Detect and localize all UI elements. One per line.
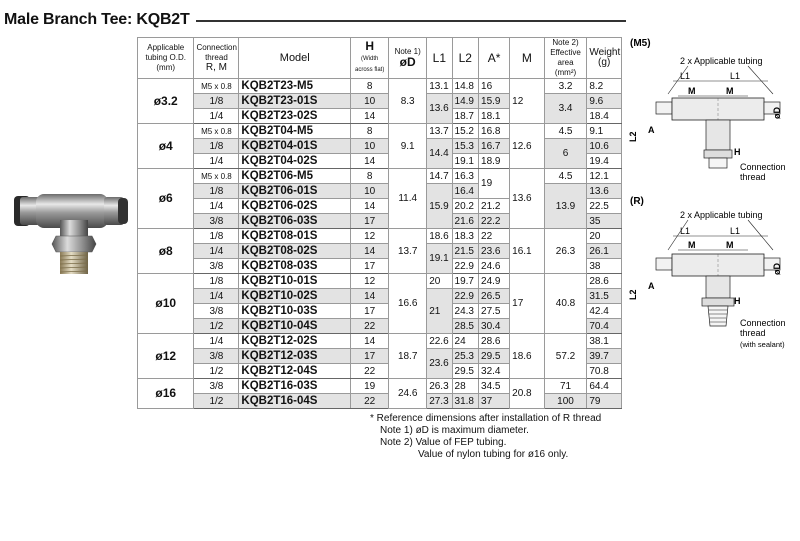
cell-weight: 28.6 — [587, 274, 622, 289]
cell-l2: 22.9 — [452, 289, 479, 304]
cell-h: 14 — [351, 244, 389, 259]
cell-a: 16.8 — [479, 124, 510, 139]
col-l2: L2 — [452, 38, 479, 79]
cell-h: 8 — [351, 79, 389, 94]
cell-area: 26.3 — [544, 229, 587, 274]
cell-weight: 8.2 — [587, 79, 622, 94]
cell-l1: 23.6 — [427, 349, 452, 379]
cell-l2: 24.3 — [452, 304, 479, 319]
cell-area: 71 — [544, 379, 587, 394]
cell-l2: 21.6 — [452, 214, 479, 229]
cell-m: 12.6 — [510, 124, 545, 169]
cell-weight: 70.4 — [587, 319, 622, 334]
table-row — [138, 379, 622, 394]
cell-model: KQB2T10-04S — [239, 319, 351, 334]
table-row — [138, 274, 622, 289]
cell-l2: 25.3 — [452, 349, 479, 364]
cell-model: KQB2T16-03S — [239, 379, 351, 394]
cell-tubing-od: ø3.2 — [138, 79, 194, 124]
cell-h: 10 — [351, 94, 389, 109]
cell-model: KQB2T23-02S — [239, 109, 351, 124]
cell-l2: 15.3 — [452, 139, 479, 154]
product-photo — [6, 170, 136, 280]
cell-tubing-od: ø10 — [138, 274, 194, 334]
cell-h: 17 — [351, 214, 389, 229]
cell-h: 14 — [351, 109, 389, 124]
cell-tubing-od: ø12 — [138, 334, 194, 379]
cell-thread: M5 x 0.8 — [194, 124, 239, 139]
diagram-r-l2: L2 — [628, 289, 638, 300]
cell-l2: 16.3 — [452, 169, 479, 184]
cell-weight: 39.7 — [587, 349, 622, 364]
cell-area: 57.2 — [544, 334, 587, 379]
cell-thread: 1/4 — [194, 109, 239, 124]
cell-weight: 38.1 — [587, 334, 622, 349]
table-row — [138, 394, 622, 409]
diagram-m5-m-left: M — [688, 86, 696, 96]
cell-tubing-od: ø6 — [138, 169, 194, 229]
cell-h: 10 — [351, 139, 389, 154]
cell-model: KQB2T10-01S — [239, 274, 351, 289]
cell-weight: 35 — [587, 214, 622, 229]
diagram-r-m-left: M — [688, 240, 696, 250]
diagram-m5-l1-left: L1 — [680, 71, 691, 81]
cell-area: 4.5 — [544, 169, 587, 184]
cell-thread: 1/4 — [194, 244, 239, 259]
table-row — [138, 184, 622, 199]
cell-d: 9.1 — [389, 124, 427, 169]
table-row — [138, 229, 622, 244]
cell-tubing-od: ø4 — [138, 124, 194, 169]
cell-a: 22.2 — [479, 214, 510, 229]
cell-d: 24.6 — [389, 379, 427, 409]
table-header — [138, 38, 622, 79]
cell-model: KQB2T04-M5 — [239, 124, 351, 139]
diagram-r-tubing: 2 x Applicable tubing — [680, 210, 763, 220]
diagram-r-h: H — [734, 296, 741, 306]
diagram-m5-label: (M5) — [630, 38, 651, 49]
cell-l2: 28.5 — [452, 319, 479, 334]
page-title: Male Branch Tee: KQB2T — [4, 11, 190, 28]
col-l1: L1 — [427, 38, 452, 79]
cell-a: 27.5 — [479, 304, 510, 319]
col-area-note: Note 2) — [552, 38, 579, 47]
diagram-r-conn3: (with sealant) — [740, 340, 785, 349]
diagram-m5-conn1: Connection — [740, 162, 786, 172]
cell-area: 4.5 — [544, 124, 587, 139]
diagram-r-l1-right: L1 — [730, 226, 741, 236]
cell-m: 17 — [510, 274, 545, 334]
cell-thread: M5 x 0.8 — [194, 79, 239, 94]
cell-weight: 19.4 — [587, 154, 622, 169]
diagram-r-m-right: M — [726, 240, 734, 250]
cell-a: 24.6 — [479, 259, 510, 274]
cell-thread: 1/8 — [194, 229, 239, 244]
cell-model: KQB2T12-04S — [239, 364, 351, 379]
title-rule — [196, 20, 626, 22]
cell-l2: 14.9 — [452, 94, 479, 109]
cell-area: 100 — [544, 394, 587, 409]
cell-m: 16.1 — [510, 229, 545, 274]
cell-l1: 22.6 — [427, 334, 452, 349]
cell-h: 17 — [351, 349, 389, 364]
cell-d: 18.7 — [389, 334, 427, 379]
cell-l1: 27.3 — [427, 394, 452, 409]
footnote-2: Note 1) øD is maximum diameter. — [380, 425, 529, 436]
diagram-m5-a: A — [648, 125, 655, 135]
cell-thread: 3/8 — [194, 349, 239, 364]
diagram-m5-m-right: M — [726, 86, 734, 96]
cell-thread: 1/2 — [194, 319, 239, 334]
cell-l2: 16.4 — [452, 184, 479, 199]
table-row — [138, 124, 622, 139]
diagram-r-conn1: Connection — [740, 318, 786, 328]
table-row — [138, 94, 622, 109]
cell-d: 11.4 — [389, 169, 427, 229]
cell-l1: 26.3 — [427, 379, 452, 394]
cell-h: 8 — [351, 169, 389, 184]
cell-thread: 1/4 — [194, 199, 239, 214]
diagram-r-label: (R) — [630, 196, 644, 207]
cell-model: KQB2T08-01S — [239, 229, 351, 244]
dimension-diagrams — [628, 36, 798, 366]
cell-m: 12 — [510, 79, 545, 124]
diagram-m5-conn2: thread — [740, 172, 766, 182]
cell-a: 26.5 — [479, 289, 510, 304]
diagram-m5-d: øD — [772, 107, 782, 119]
cell-weight: 13.6 — [587, 184, 622, 199]
diagram-m5-tubing: 2 x Applicable tubing — [680, 56, 763, 66]
cell-model: KQB2T23-M5 — [239, 79, 351, 94]
diagram-r-a: A — [648, 281, 655, 291]
cell-model: KQB2T04-02S — [239, 154, 351, 169]
cell-model: KQB2T06-01S — [239, 184, 351, 199]
cell-a: 22 — [479, 229, 510, 244]
cell-l1: 14.7 — [427, 169, 452, 184]
cell-a: 16 — [479, 79, 510, 94]
table-body — [138, 79, 622, 409]
cell-model: KQB2T12-02S — [239, 334, 351, 349]
table-row — [138, 169, 622, 184]
cell-a: 30.4 — [479, 319, 510, 334]
table-row — [138, 334, 622, 349]
col-d-label: øD — [399, 55, 416, 69]
cell-d: 8.3 — [389, 79, 427, 124]
cell-weight: 12.1 — [587, 169, 622, 184]
cell-a: 29.5 — [479, 349, 510, 364]
cell-l1: 13.1 — [427, 79, 452, 94]
cell-a: 16.7 — [479, 139, 510, 154]
cell-h: 22 — [351, 319, 389, 334]
col-thread — [194, 38, 239, 79]
cell-model: KQB2T06-02S — [239, 199, 351, 214]
cell-a: 32.4 — [479, 364, 510, 379]
cell-weight: 9.1 — [587, 124, 622, 139]
cell-thread: 1/2 — [194, 364, 239, 379]
cell-l2: 29.5 — [452, 364, 479, 379]
footnotes — [370, 413, 601, 461]
col-h-sub: (Width across flat) — [354, 56, 385, 73]
cell-weight: 31.5 — [587, 289, 622, 304]
cell-h: 12 — [351, 274, 389, 289]
cell-l2: 18.3 — [452, 229, 479, 244]
cell-l1: 18.6 — [427, 229, 452, 244]
cell-thread: 1/4 — [194, 289, 239, 304]
diagram-m5-l1-right: L1 — [730, 71, 741, 81]
cell-thread: 1/8 — [194, 184, 239, 199]
cell-l2: 14.8 — [452, 79, 479, 94]
col-thread-label: Connection thread — [196, 43, 237, 62]
footnote-3: Note 2) Value of FEP tubing. — [380, 437, 507, 448]
cell-l1: 20 — [427, 274, 452, 289]
cell-thread: 1/4 — [194, 154, 239, 169]
col-a: A* — [479, 38, 510, 79]
cell-d: 16.6 — [389, 274, 427, 334]
cell-weight: 79 — [587, 394, 622, 409]
spec-table — [137, 37, 622, 409]
cell-thread: 1/8 — [194, 94, 239, 109]
col-tubing-od: Applicable tubing O.D. (mm) — [138, 38, 194, 79]
cell-l1: 19.1 — [427, 244, 452, 274]
cell-h: 8 — [351, 124, 389, 139]
cell-h: 14 — [351, 154, 389, 169]
cell-thread: 3/8 — [194, 214, 239, 229]
cell-tubing-od: ø16 — [138, 379, 194, 409]
cell-l2: 15.2 — [452, 124, 479, 139]
cell-h: 14 — [351, 289, 389, 304]
cell-weight: 10.6 — [587, 139, 622, 154]
cell-l1: 13.6 — [427, 94, 452, 124]
cell-area: 40.8 — [544, 274, 587, 334]
cell-h: 14 — [351, 199, 389, 214]
cell-model: KQB2T04-01S — [239, 139, 351, 154]
cell-l1: 14.4 — [427, 139, 452, 169]
cell-l1: 15.9 — [427, 184, 452, 229]
footnote-1: * Reference dimensions after installation of R thread — [370, 413, 602, 424]
cell-weight: 20 — [587, 229, 622, 244]
cell-area: 3.4 — [544, 94, 587, 124]
cell-h: 22 — [351, 394, 389, 409]
col-h-label: H — [365, 39, 374, 53]
cell-m: 20.8 — [510, 379, 545, 409]
cell-l1: 21 — [427, 289, 452, 334]
cell-thread: 3/8 — [194, 304, 239, 319]
cell-l2: 18.7 — [452, 109, 479, 124]
diagram-r-d: øD — [772, 263, 782, 275]
cell-m: 18.6 — [510, 334, 545, 379]
cell-weight: 42.4 — [587, 304, 622, 319]
cell-model: KQB2T08-03S — [239, 259, 351, 274]
cell-l2: 19.1 — [452, 154, 479, 169]
cell-a: 23.6 — [479, 244, 510, 259]
cell-weight: 18.4 — [587, 109, 622, 124]
cell-h: 22 — [351, 364, 389, 379]
cell-model: KQB2T06-03S — [239, 214, 351, 229]
cell-thread: M5 x 0.8 — [194, 169, 239, 184]
diagram-m5-l2: L2 — [628, 131, 638, 142]
cell-l2: 22.9 — [452, 259, 479, 274]
cell-l2: 24 — [452, 334, 479, 349]
cell-l2: 31.8 — [452, 394, 479, 409]
cell-model: KQB2T23-01S — [239, 94, 351, 109]
cell-l2: 28 — [452, 379, 479, 394]
cell-l2: 20.2 — [452, 199, 479, 214]
cell-a: 21.2 — [479, 199, 510, 214]
cell-weight: 22.5 — [587, 199, 622, 214]
cell-d: 13.7 — [389, 229, 427, 274]
cell-weight: 70.8 — [587, 364, 622, 379]
cell-a: 19 — [479, 169, 510, 199]
cell-thread: 1/8 — [194, 139, 239, 154]
cell-m: 13.6 — [510, 169, 545, 229]
col-h — [351, 38, 389, 79]
cell-l2: 21.5 — [452, 244, 479, 259]
cell-a: 37 — [479, 394, 510, 409]
cell-model: KQB2T06-M5 — [239, 169, 351, 184]
cell-area: 3.2 — [544, 79, 587, 94]
col-d — [389, 38, 427, 79]
cell-h: 19 — [351, 379, 389, 394]
col-m: M — [510, 38, 545, 79]
cell-weight: 38 — [587, 259, 622, 274]
col-area-label: Effective area (mm²) — [550, 48, 581, 77]
col-weight: Weight (g) — [587, 38, 622, 79]
table-row — [138, 139, 622, 154]
cell-h: 17 — [351, 304, 389, 319]
cell-weight: 64.4 — [587, 379, 622, 394]
col-thread-sub: R, M — [205, 62, 227, 73]
cell-thread: 3/8 — [194, 259, 239, 274]
diagram-r-conn2: thread — [740, 328, 766, 338]
footnote-4: Value of nylon tubing for ø16 only. — [418, 449, 569, 460]
table-row — [138, 79, 622, 94]
cell-thread: 1/4 — [194, 334, 239, 349]
cell-a: 24.9 — [479, 274, 510, 289]
cell-l2: 19.7 — [452, 274, 479, 289]
cell-thread: 3/8 — [194, 379, 239, 394]
cell-model: KQB2T12-03S — [239, 349, 351, 364]
cell-model: KQB2T10-03S — [239, 304, 351, 319]
cell-model: KQB2T08-02S — [239, 244, 351, 259]
cell-area: 6 — [544, 139, 587, 169]
cell-a: 28.6 — [479, 334, 510, 349]
cell-thread: 1/8 — [194, 274, 239, 289]
cell-model: KQB2T16-04S — [239, 394, 351, 409]
cell-model: KQB2T10-02S — [239, 289, 351, 304]
cell-l1: 13.7 — [427, 124, 452, 139]
cell-weight: 9.6 — [587, 94, 622, 109]
cell-h: 17 — [351, 259, 389, 274]
col-model: Model — [239, 38, 351, 79]
cell-weight: 26.1 — [587, 244, 622, 259]
col-d-note: Note 1) — [394, 47, 421, 56]
cell-a: 15.9 — [479, 94, 510, 109]
title-bar — [4, 10, 626, 30]
cell-h: 12 — [351, 229, 389, 244]
cell-a: 34.5 — [479, 379, 510, 394]
cell-tubing-od: ø8 — [138, 229, 194, 274]
cell-thread: 1/2 — [194, 394, 239, 409]
cell-h: 10 — [351, 184, 389, 199]
diagram-r-l1-left: L1 — [680, 226, 691, 236]
cell-area: 13.9 — [544, 184, 587, 229]
cell-a: 18.9 — [479, 154, 510, 169]
diagram-m5-h: H — [734, 147, 741, 157]
col-area — [544, 38, 587, 79]
cell-h: 14 — [351, 334, 389, 349]
cell-a: 18.1 — [479, 109, 510, 124]
